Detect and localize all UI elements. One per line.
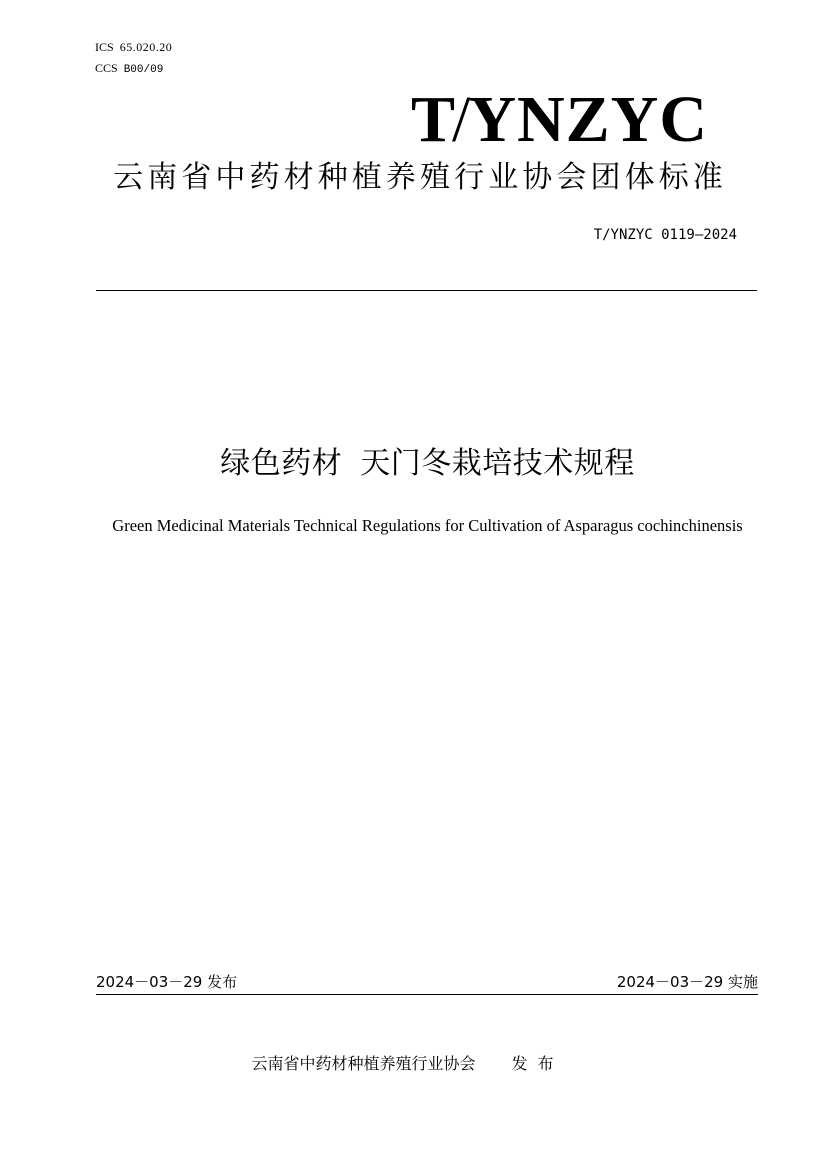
standard-logo <box>411 84 708 156</box>
publisher-line <box>0 1052 815 1076</box>
standard-number: T/YNZYC 0119—2024 <box>593 227 737 243</box>
ccs-value: B00/09 <box>123 64 164 76</box>
ics-value: 65.020.20 <box>119 40 173 54</box>
title-zh-part2: 天门冬栽培技术规程 <box>360 446 635 481</box>
ccs-line <box>95 61 163 77</box>
publisher-name: 云南省中药材种植养殖行业协会 <box>251 1054 476 1073</box>
title-zh-part1: 绿色药材 <box>220 446 343 481</box>
implement-date: 2024－03－29 实施 <box>616 973 758 991</box>
issue-date: 2024－03－29 发布 <box>96 973 238 991</box>
logo-rest: YNZYC <box>468 83 708 156</box>
footer-divider <box>96 994 758 995</box>
logo-t: T <box>410 83 456 156</box>
title-chinese <box>0 444 815 484</box>
logo-slash: / <box>451 83 471 156</box>
header-divider <box>96 290 757 291</box>
standard-type-heading: 云南省中药材种植养殖行业协会团体标准 <box>113 160 727 195</box>
title-english: Green Medicinal Materials Technical Regulations for Cultivation of Asparagus cochinchinensis <box>112 516 743 535</box>
ics-line <box>95 40 172 54</box>
ics-label: ICS <box>95 40 114 54</box>
publish-word: 发布 <box>511 1054 564 1073</box>
ccs-label: CCS <box>95 61 118 75</box>
